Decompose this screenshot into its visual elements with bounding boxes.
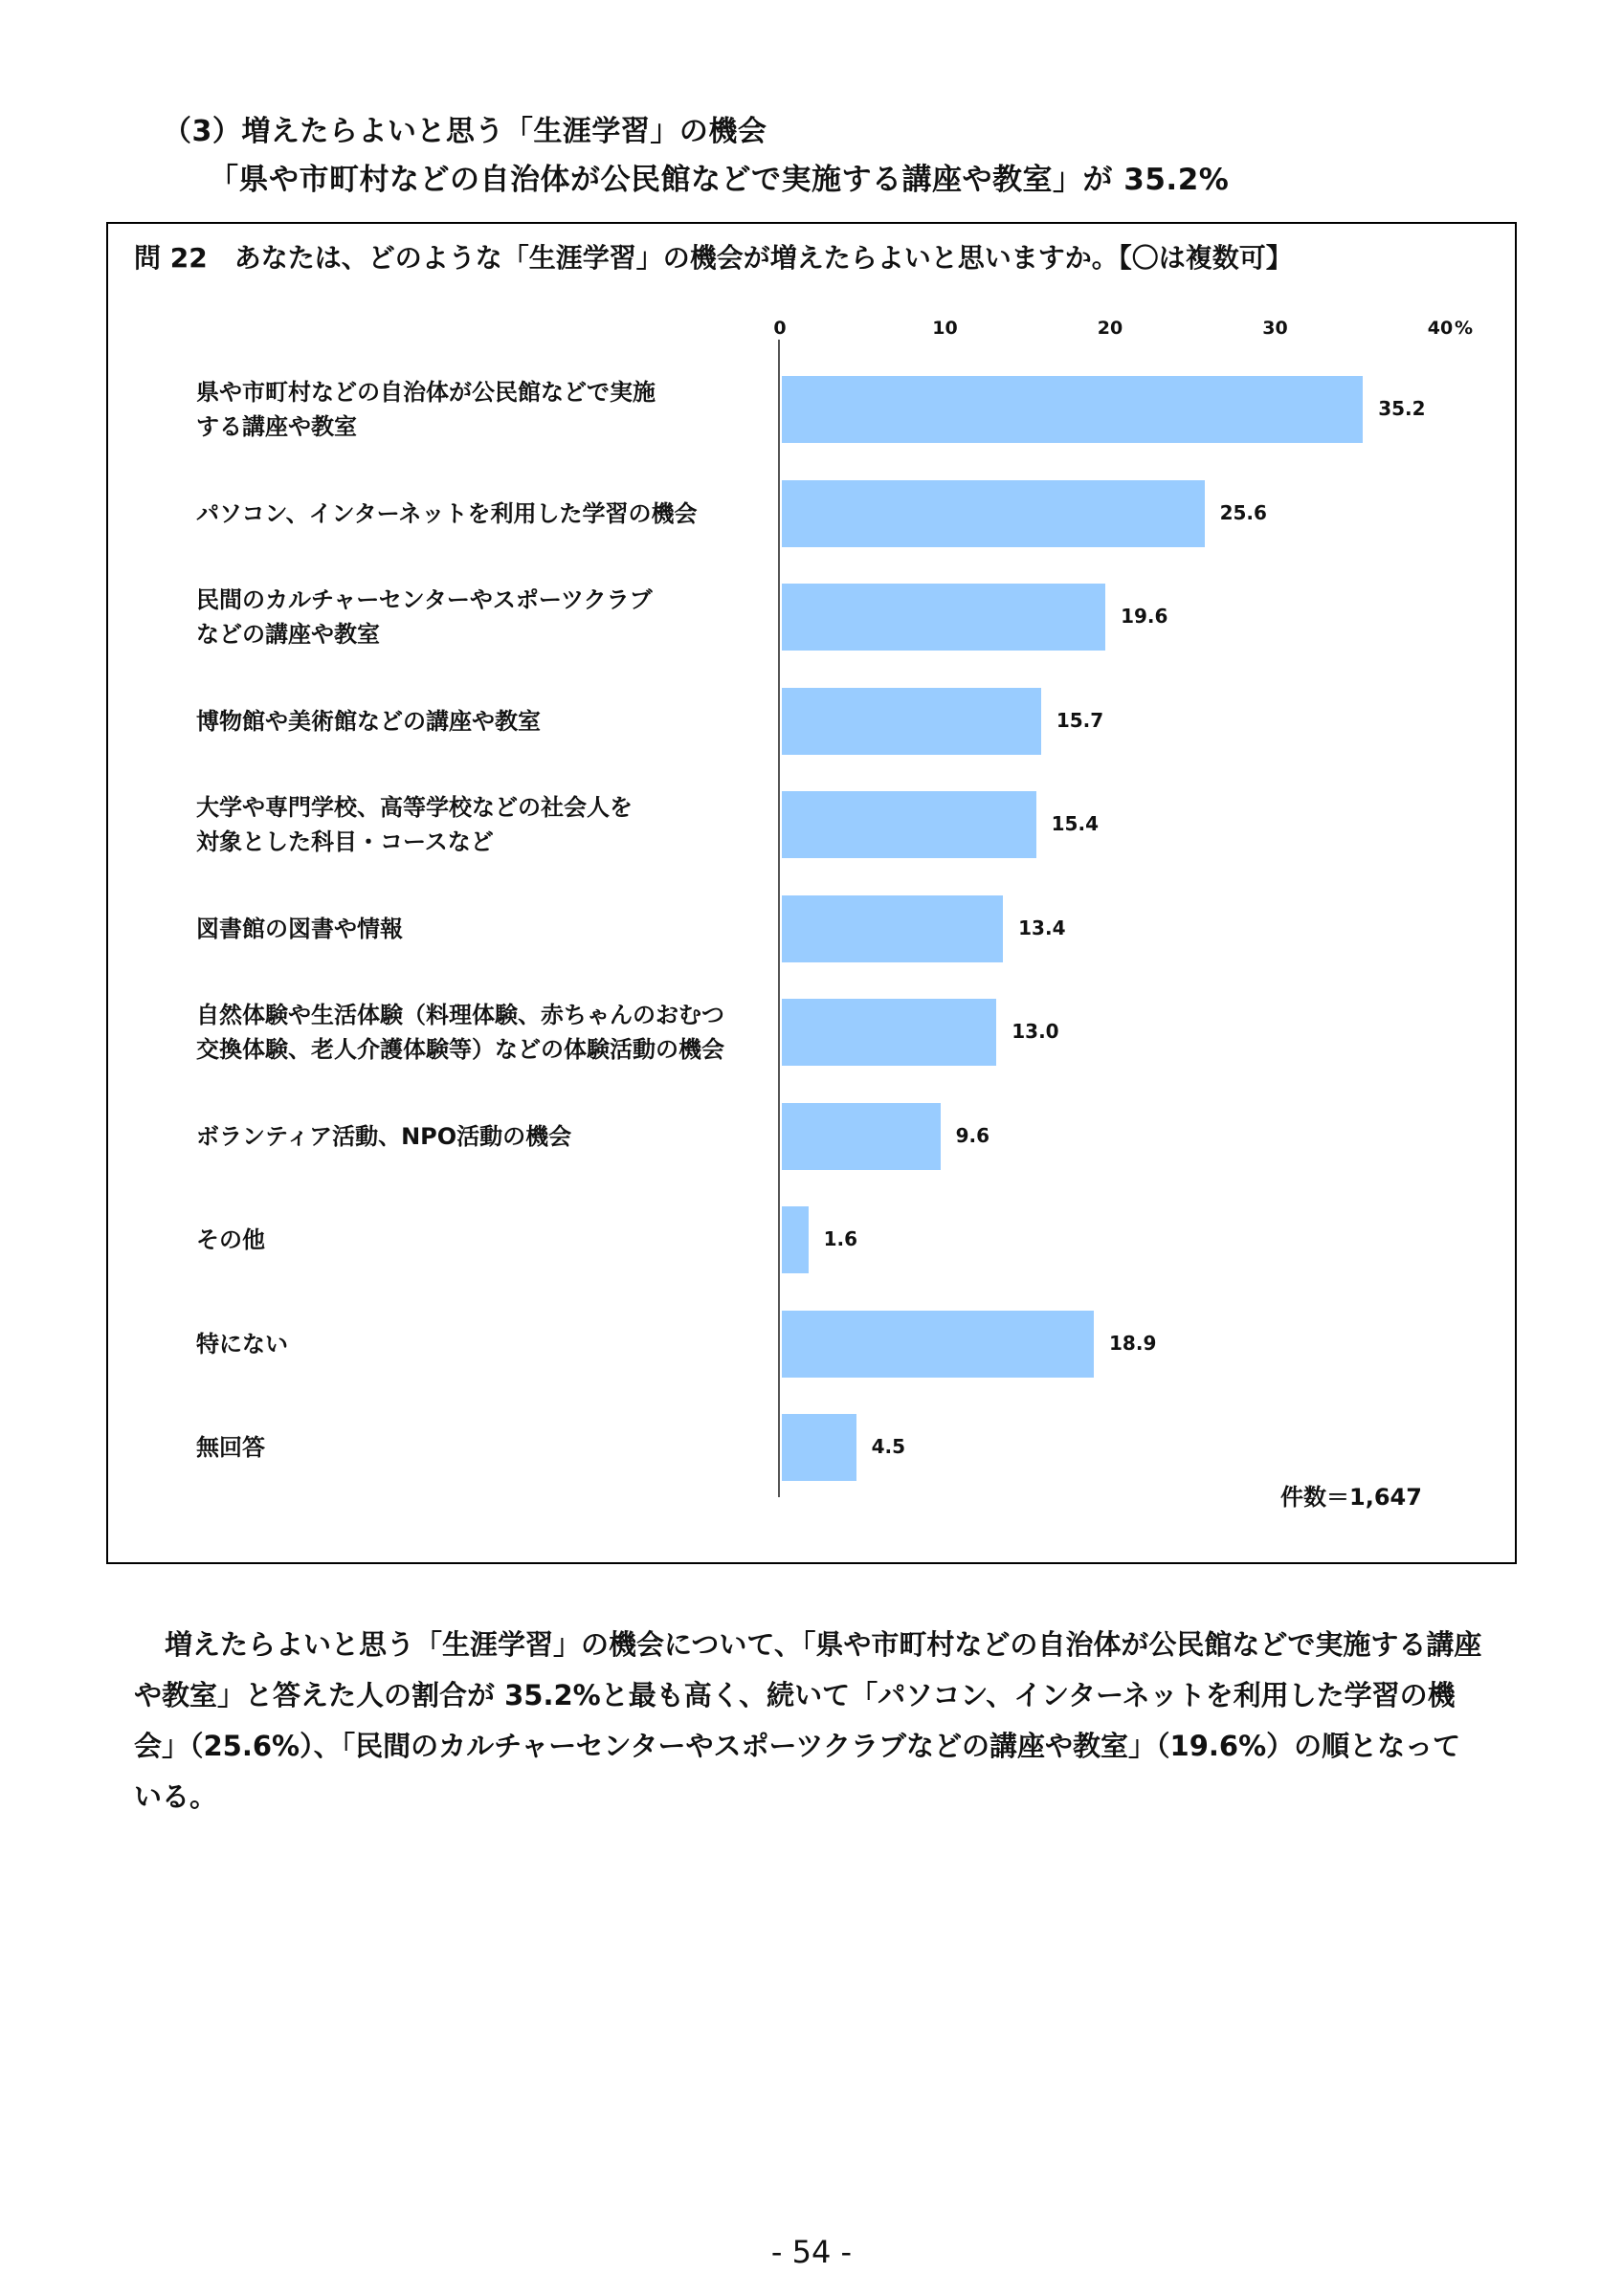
x-tick-label: 20 bbox=[1097, 318, 1123, 339]
data-label: 13.4 bbox=[1018, 916, 1066, 939]
category-label: パソコン、インターネットを利用した学習の機会 bbox=[196, 499, 698, 527]
category-label: その他 bbox=[196, 1226, 265, 1253]
bar bbox=[782, 1206, 809, 1273]
data-label: 9.6 bbox=[955, 1123, 990, 1147]
category-label: ボランティア活動、NPO活動の機会 bbox=[196, 1122, 572, 1150]
category-axis-line bbox=[778, 340, 780, 1497]
section-heading: （3）増えたらよいと思う「生涯学習」の機会 bbox=[163, 115, 767, 148]
x-tick-label: 10 bbox=[932, 318, 958, 339]
category-label: 博物館や美術館などの講座や教室 bbox=[196, 707, 541, 735]
unit-label: % bbox=[1455, 318, 1474, 339]
bar bbox=[782, 688, 1041, 755]
data-label: 19.6 bbox=[1121, 605, 1168, 628]
bar bbox=[782, 480, 1205, 547]
category-label: 無回答 bbox=[196, 1434, 265, 1461]
x-tick-label: 40 bbox=[1427, 318, 1454, 339]
data-label: 15.7 bbox=[1056, 708, 1104, 732]
data-label: 4.5 bbox=[871, 1435, 906, 1458]
data-label: 13.0 bbox=[1012, 1020, 1059, 1043]
bar bbox=[782, 376, 1363, 443]
data-label: 35.2 bbox=[1378, 397, 1426, 420]
bar bbox=[782, 1311, 1094, 1378]
data-label: 1.6 bbox=[823, 1227, 858, 1250]
summary-paragraph: 増えたらよいと思う「生涯学習」の機会について、「県や市町村などの自治体が公民館などで実施する講座や教室」と答えた人の割合が 35.2%と最も高く、続いて「パソコン、インターネットを利用した学習の機会」（25.6%）、「民間のカルチャーセンターやスポーツクラブなどの講座や教室」（19.6%）の順となっている。 bbox=[134, 1628, 1482, 1813]
category-label: 民間のカルチャーセンターやスポーツクラブ などの講座や教室 bbox=[196, 586, 653, 648]
data-label: 25.6 bbox=[1219, 500, 1267, 524]
category-label: 図書館の図書や情報 bbox=[196, 915, 403, 942]
bar bbox=[782, 999, 996, 1066]
x-tick-label: 30 bbox=[1262, 318, 1288, 339]
category-label: 大学や専門学校、高等学校などの社会人を 対象とした科目・コースなど bbox=[196, 794, 633, 855]
data-label: 15.4 bbox=[1051, 812, 1099, 835]
x-tick-label: 0 bbox=[773, 318, 787, 339]
question-text: 問 22 あなたは、どのような「生涯学習」の機会が増えたらよいと思いますか。【〇は複数可】 bbox=[134, 242, 1293, 274]
bar bbox=[782, 1414, 856, 1481]
bar bbox=[782, 895, 1003, 962]
data-label: 18.9 bbox=[1109, 1331, 1157, 1355]
bar bbox=[782, 584, 1105, 651]
category-label: 自然体験や生活体験（料理体験、赤ちゃんのおむつ 交換体験、老人介護体験等）などの体験活動の機会 bbox=[196, 1002, 724, 1063]
sub-heading: 「県や市町村などの自治体が公民館などで実施する講座や教室」が 35.2% bbox=[209, 163, 1230, 197]
bar bbox=[782, 791, 1036, 858]
bar bbox=[782, 1103, 941, 1170]
category-label: 特にない bbox=[196, 1330, 288, 1358]
sample-count: 件数＝1,647 bbox=[1280, 1484, 1422, 1511]
page-number: - 54 - bbox=[770, 2234, 853, 2270]
category-label: 県や市町村などの自治体が公民館などで実施 する講座や教室 bbox=[196, 379, 656, 440]
